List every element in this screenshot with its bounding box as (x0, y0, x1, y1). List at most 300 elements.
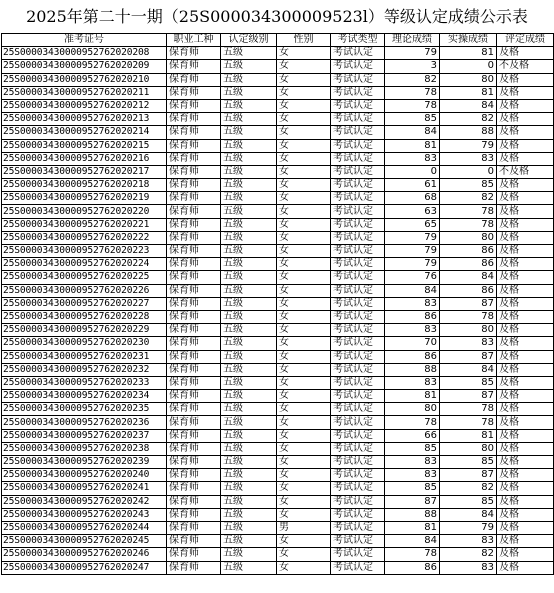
occupation-cell: 保育师 (167, 469, 221, 482)
level-cell: 五级 (221, 165, 277, 178)
gender-cell: 女 (277, 271, 331, 284)
exam-type-cell: 考试认定 (331, 403, 385, 416)
level-cell: 五级 (221, 179, 277, 192)
exam-type-cell: 考试认定 (331, 113, 385, 126)
practical-score-cell: 84 (440, 99, 497, 112)
theory-score-cell: 0 (385, 165, 440, 178)
exam-type-cell: 考试认定 (331, 284, 385, 297)
exam-id-cell: 25S00003430000952762020214 (2, 126, 167, 139)
table-row (2, 548, 554, 561)
theory-score-cell: 68 (385, 192, 440, 205)
level-cell: 五级 (221, 113, 277, 126)
theory-score-cell: 83 (385, 324, 440, 337)
gender-cell: 女 (277, 47, 331, 60)
table-row (2, 258, 554, 271)
level-cell: 五级 (221, 258, 277, 271)
gender-cell: 女 (277, 469, 331, 482)
practical-score-cell: 82 (440, 192, 497, 205)
theory-score-cell: 87 (385, 495, 440, 508)
gender-cell: 女 (277, 99, 331, 112)
gender-cell: 女 (277, 126, 331, 139)
exam-id-cell: 25S00003430000952762020245 (2, 535, 167, 548)
theory-score-cell: 86 (385, 350, 440, 363)
practical-score-cell: 85 (440, 495, 497, 508)
theory-score-cell: 78 (385, 86, 440, 99)
level-cell: 五级 (221, 139, 277, 152)
table-row (2, 390, 554, 403)
level-cell: 五级 (221, 535, 277, 548)
result-cell: 及格 (497, 284, 554, 297)
exam-id-cell: 25S00003430000952762020239 (2, 456, 167, 469)
header-row (2, 34, 554, 47)
exam-id-cell: 25S00003430000952762020230 (2, 337, 167, 350)
gender-cell: 女 (277, 231, 331, 244)
table-row (2, 482, 554, 495)
exam-type-cell: 考试认定 (331, 324, 385, 337)
result-cell: 及格 (497, 495, 554, 508)
theory-score-cell: 79 (385, 47, 440, 60)
occupation-cell: 保育师 (167, 324, 221, 337)
result-cell: 及格 (497, 258, 554, 271)
result-cell: 及格 (497, 456, 554, 469)
gender-cell: 女 (277, 205, 331, 218)
theory-score-cell: 83 (385, 469, 440, 482)
occupation-cell: 保育师 (167, 337, 221, 350)
exam-id-cell: 25S00003430000952762020215 (2, 139, 167, 152)
theory-score-cell: 78 (385, 416, 440, 429)
result-cell: 及格 (497, 403, 554, 416)
gender-cell: 女 (277, 297, 331, 310)
gender-cell: 女 (277, 324, 331, 337)
practical-score-cell: 78 (440, 218, 497, 231)
table-header (2, 34, 554, 47)
exam-type-cell: 考试认定 (331, 126, 385, 139)
occupation-cell: 保育师 (167, 60, 221, 73)
exam-type-cell: 考试认定 (331, 456, 385, 469)
gender-cell: 女 (277, 179, 331, 192)
exam-type-cell: 考试认定 (331, 165, 385, 178)
exam-id-cell: 25S00003430000952762020235 (2, 403, 167, 416)
table-row (2, 469, 554, 482)
level-cell: 五级 (221, 442, 277, 455)
exam-id-cell: 25S00003430000952762020237 (2, 429, 167, 442)
exam-type-cell: 考试认定 (331, 363, 385, 376)
level-cell: 五级 (221, 297, 277, 310)
exam-id-cell: 25S00003430000952762020234 (2, 390, 167, 403)
table-row (2, 179, 554, 192)
exam-type-cell: 考试认定 (331, 139, 385, 152)
exam-type-cell: 考试认定 (331, 521, 385, 534)
practical-score-cell: 80 (440, 442, 497, 455)
result-cell: 及格 (497, 139, 554, 152)
table-row (2, 403, 554, 416)
occupation-cell: 保育师 (167, 535, 221, 548)
result-cell: 不及格 (497, 165, 554, 178)
gender-cell: 女 (277, 284, 331, 297)
occupation-cell: 保育师 (167, 179, 221, 192)
table-row (2, 99, 554, 112)
practical-score-cell: 84 (440, 508, 497, 521)
practical-score-cell: 85 (440, 376, 497, 389)
exam-type-cell: 考试认定 (331, 245, 385, 258)
practical-score-cell: 82 (440, 482, 497, 495)
exam-type-cell: 考试认定 (331, 258, 385, 271)
table-row (2, 456, 554, 469)
occupation-cell: 保育师 (167, 548, 221, 561)
gender-cell: 男 (277, 521, 331, 534)
exam-id-cell: 25S00003430000952762020226 (2, 284, 167, 297)
level-cell: 五级 (221, 192, 277, 205)
gender-cell: 女 (277, 482, 331, 495)
exam-type-cell: 考试认定 (331, 442, 385, 455)
practical-score-cell: 79 (440, 139, 497, 152)
exam-id-cell: 25S00003430000952762020236 (2, 416, 167, 429)
exam-id-cell: 25S00003430000952762020246 (2, 548, 167, 561)
exam-type-cell: 考试认定 (331, 310, 385, 323)
table-row (2, 192, 554, 205)
practical-score-cell: 85 (440, 456, 497, 469)
result-cell: 及格 (497, 86, 554, 99)
level-cell: 五级 (221, 284, 277, 297)
exam-id-cell: 25S00003430000952762020241 (2, 482, 167, 495)
result-cell: 及格 (497, 73, 554, 86)
gender-cell: 女 (277, 310, 331, 323)
occupation-cell: 保育师 (167, 113, 221, 126)
exam-type-cell: 考试认定 (331, 535, 385, 548)
exam-id-cell: 25S00003430000952762020243 (2, 508, 167, 521)
gender-cell: 女 (277, 258, 331, 271)
level-cell: 五级 (221, 324, 277, 337)
exam-type-cell: 考试认定 (331, 47, 385, 60)
exam-type-cell: 考试认定 (331, 337, 385, 350)
exam-id-cell: 25S00003430000952762020217 (2, 165, 167, 178)
result-cell: 及格 (497, 469, 554, 482)
level-cell: 五级 (221, 337, 277, 350)
result-cell: 及格 (497, 245, 554, 258)
occupation-cell: 保育师 (167, 47, 221, 60)
header-occupation: 职业工种 (167, 34, 221, 47)
result-cell: 及格 (497, 429, 554, 442)
result-cell: 及格 (497, 179, 554, 192)
occupation-cell: 保育师 (167, 231, 221, 244)
theory-score-cell: 70 (385, 337, 440, 350)
theory-score-cell: 86 (385, 561, 440, 574)
level-cell: 五级 (221, 152, 277, 165)
exam-id-cell: 25S00003430000952762020240 (2, 469, 167, 482)
occupation-cell: 保育师 (167, 73, 221, 86)
table-row (2, 297, 554, 310)
exam-id-cell: 25S00003430000952762020244 (2, 521, 167, 534)
table-row (2, 508, 554, 521)
theory-score-cell: 84 (385, 126, 440, 139)
practical-score-cell: 83 (440, 337, 497, 350)
result-cell: 及格 (497, 535, 554, 548)
gender-cell: 女 (277, 456, 331, 469)
level-cell: 五级 (221, 99, 277, 112)
occupation-cell: 保育师 (167, 192, 221, 205)
occupation-cell: 保育师 (167, 99, 221, 112)
result-cell: 及格 (497, 126, 554, 139)
exam-id-cell: 25S00003430000952762020223 (2, 245, 167, 258)
exam-type-cell: 考试认定 (331, 548, 385, 561)
result-cell: 及格 (497, 271, 554, 284)
results-table (1, 33, 554, 575)
exam-type-cell: 考试认定 (331, 231, 385, 244)
exam-type-cell: 考试认定 (331, 495, 385, 508)
theory-score-cell: 82 (385, 73, 440, 86)
exam-id-cell: 25S00003430000952762020218 (2, 179, 167, 192)
gender-cell: 女 (277, 376, 331, 389)
gender-cell: 女 (277, 337, 331, 350)
result-cell: 及格 (497, 521, 554, 534)
result-cell: 不及格 (497, 60, 554, 73)
practical-score-cell: 83 (440, 535, 497, 548)
theory-score-cell: 65 (385, 218, 440, 231)
occupation-cell: 保育师 (167, 245, 221, 258)
theory-score-cell: 83 (385, 297, 440, 310)
gender-cell: 女 (277, 535, 331, 548)
result-cell: 及格 (497, 310, 554, 323)
exam-type-cell: 考试认定 (331, 60, 385, 73)
practical-score-cell: 80 (440, 231, 497, 244)
practical-score-cell: 79 (440, 521, 497, 534)
occupation-cell: 保育师 (167, 376, 221, 389)
exam-type-cell: 考试认定 (331, 429, 385, 442)
result-cell: 及格 (497, 231, 554, 244)
theory-score-cell: 63 (385, 205, 440, 218)
level-cell: 五级 (221, 469, 277, 482)
occupation-cell: 保育师 (167, 390, 221, 403)
table-row (2, 60, 554, 73)
header-exam-type: 考试类型 (331, 34, 385, 47)
occupation-cell: 保育师 (167, 152, 221, 165)
theory-score-cell: 79 (385, 231, 440, 244)
result-cell: 及格 (497, 363, 554, 376)
occupation-cell: 保育师 (167, 495, 221, 508)
practical-score-cell: 86 (440, 245, 497, 258)
occupation-cell: 保育师 (167, 429, 221, 442)
table-row (2, 284, 554, 297)
theory-score-cell: 81 (385, 521, 440, 534)
occupation-cell: 保育师 (167, 363, 221, 376)
occupation-cell: 保育师 (167, 284, 221, 297)
occupation-cell: 保育师 (167, 310, 221, 323)
result-cell: 及格 (497, 416, 554, 429)
occupation-cell: 保育师 (167, 205, 221, 218)
exam-id-cell: 25S00003430000952762020233 (2, 376, 167, 389)
level-cell: 五级 (221, 561, 277, 574)
result-cell: 及格 (497, 350, 554, 363)
table-row (2, 429, 554, 442)
table-row (2, 165, 554, 178)
table-row (2, 271, 554, 284)
exam-id-cell: 25S00003430000952762020229 (2, 324, 167, 337)
result-cell: 及格 (497, 218, 554, 231)
result-cell: 及格 (497, 376, 554, 389)
result-cell: 及格 (497, 192, 554, 205)
table-row (2, 350, 554, 363)
result-cell: 及格 (497, 99, 554, 112)
practical-score-cell: 86 (440, 258, 497, 271)
practical-score-cell: 83 (440, 152, 497, 165)
practical-score-cell: 87 (440, 390, 497, 403)
theory-score-cell: 79 (385, 245, 440, 258)
gender-cell: 女 (277, 442, 331, 455)
practical-score-cell: 81 (440, 86, 497, 99)
exam-type-cell: 考试认定 (331, 508, 385, 521)
gender-cell: 女 (277, 363, 331, 376)
practical-score-cell: 84 (440, 363, 497, 376)
occupation-cell: 保育师 (167, 521, 221, 534)
table-row (2, 535, 554, 548)
exam-id-cell: 25S00003430000952762020219 (2, 192, 167, 205)
level-cell: 五级 (221, 548, 277, 561)
exam-id-cell: 25S00003430000952762020221 (2, 218, 167, 231)
exam-id-cell: 25S00003430000952762020216 (2, 152, 167, 165)
exam-type-cell: 考试认定 (331, 86, 385, 99)
practical-score-cell: 78 (440, 416, 497, 429)
gender-cell: 女 (277, 495, 331, 508)
page-title: 2025年第二十一期（25S000034300009523l）等级认定成绩公示表 (26, 7, 528, 26)
exam-type-cell: 考试认定 (331, 561, 385, 574)
level-cell: 五级 (221, 376, 277, 389)
gender-cell: 女 (277, 86, 331, 99)
result-cell: 及格 (497, 561, 554, 574)
theory-score-cell: 76 (385, 271, 440, 284)
occupation-cell: 保育师 (167, 126, 221, 139)
level-cell: 五级 (221, 218, 277, 231)
header-theory-score: 理论成绩 (385, 34, 440, 47)
result-cell: 及格 (497, 297, 554, 310)
practical-score-cell: 82 (440, 113, 497, 126)
exam-type-cell: 考试认定 (331, 179, 385, 192)
occupation-cell: 保育师 (167, 139, 221, 152)
level-cell: 五级 (221, 495, 277, 508)
result-cell: 及格 (497, 337, 554, 350)
practical-score-cell: 80 (440, 324, 497, 337)
result-cell: 及格 (497, 508, 554, 521)
gender-cell: 女 (277, 113, 331, 126)
exam-id-cell: 25S00003430000952762020210 (2, 73, 167, 86)
table-row (2, 376, 554, 389)
level-cell: 五级 (221, 245, 277, 258)
exam-type-cell: 考试认定 (331, 205, 385, 218)
table-body (2, 47, 554, 575)
practical-score-cell: 85 (440, 179, 497, 192)
theory-score-cell: 78 (385, 548, 440, 561)
exam-type-cell: 考试认定 (331, 482, 385, 495)
table-row (2, 73, 554, 86)
level-cell: 五级 (221, 310, 277, 323)
table-row (2, 363, 554, 376)
theory-score-cell: 81 (385, 390, 440, 403)
header-exam-id: 准考证号 (2, 34, 167, 47)
table-row (2, 86, 554, 99)
theory-score-cell: 88 (385, 508, 440, 521)
level-cell: 五级 (221, 350, 277, 363)
level-cell: 五级 (221, 86, 277, 99)
theory-score-cell: 3 (385, 60, 440, 73)
theory-score-cell: 88 (385, 363, 440, 376)
theory-score-cell: 78 (385, 99, 440, 112)
table-row (2, 218, 554, 231)
gender-cell: 女 (277, 350, 331, 363)
occupation-cell: 保育师 (167, 271, 221, 284)
table-row (2, 561, 554, 574)
exam-type-cell: 考试认定 (331, 99, 385, 112)
practical-score-cell: 0 (440, 165, 497, 178)
result-cell: 及格 (497, 548, 554, 561)
level-cell: 五级 (221, 231, 277, 244)
gender-cell: 女 (277, 192, 331, 205)
exam-id-cell: 25S00003430000952762020211 (2, 86, 167, 99)
table-row (2, 495, 554, 508)
exam-type-cell: 考试认定 (331, 376, 385, 389)
table-row (2, 337, 554, 350)
gender-cell: 女 (277, 245, 331, 258)
exam-type-cell: 考试认定 (331, 297, 385, 310)
result-cell: 及格 (497, 205, 554, 218)
theory-score-cell: 79 (385, 258, 440, 271)
practical-score-cell: 82 (440, 548, 497, 561)
table-row (2, 416, 554, 429)
occupation-cell: 保育师 (167, 258, 221, 271)
exam-type-cell: 考试认定 (331, 416, 385, 429)
occupation-cell: 保育师 (167, 561, 221, 574)
occupation-cell: 保育师 (167, 416, 221, 429)
result-cell: 及格 (497, 482, 554, 495)
exam-id-cell: 25S00003430000952762020225 (2, 271, 167, 284)
exam-id-cell: 25S00003430000952762020213 (2, 113, 167, 126)
result-cell: 及格 (497, 324, 554, 337)
gender-cell: 女 (277, 403, 331, 416)
table-row (2, 152, 554, 165)
level-cell: 五级 (221, 508, 277, 521)
gender-cell: 女 (277, 73, 331, 86)
exam-id-cell: 25S00003430000952762020247 (2, 561, 167, 574)
gender-cell: 女 (277, 508, 331, 521)
exam-id-cell: 25S00003430000952762020231 (2, 350, 167, 363)
exam-id-cell: 25S00003430000952762020209 (2, 60, 167, 73)
header-gender: 性别 (277, 34, 331, 47)
gender-cell: 女 (277, 429, 331, 442)
result-cell: 及格 (497, 442, 554, 455)
level-cell: 五级 (221, 456, 277, 469)
level-cell: 五级 (221, 403, 277, 416)
gender-cell: 女 (277, 390, 331, 403)
table-row (2, 47, 554, 60)
result-cell: 及格 (497, 113, 554, 126)
exam-id-cell: 25S00003430000952762020238 (2, 442, 167, 455)
exam-id-cell: 25S00003430000952762020227 (2, 297, 167, 310)
theory-score-cell: 86 (385, 310, 440, 323)
exam-type-cell: 考试认定 (331, 152, 385, 165)
theory-score-cell: 81 (385, 139, 440, 152)
gender-cell: 女 (277, 165, 331, 178)
level-cell: 五级 (221, 60, 277, 73)
table-row (2, 139, 554, 152)
theory-score-cell: 83 (385, 376, 440, 389)
practical-score-cell: 81 (440, 429, 497, 442)
level-cell: 五级 (221, 271, 277, 284)
table-row (2, 310, 554, 323)
theory-score-cell: 84 (385, 535, 440, 548)
exam-type-cell: 考试认定 (331, 271, 385, 284)
theory-score-cell: 85 (385, 113, 440, 126)
practical-score-cell: 83 (440, 561, 497, 574)
header-result: 评定成绩 (497, 34, 554, 47)
result-cell: 及格 (497, 390, 554, 403)
